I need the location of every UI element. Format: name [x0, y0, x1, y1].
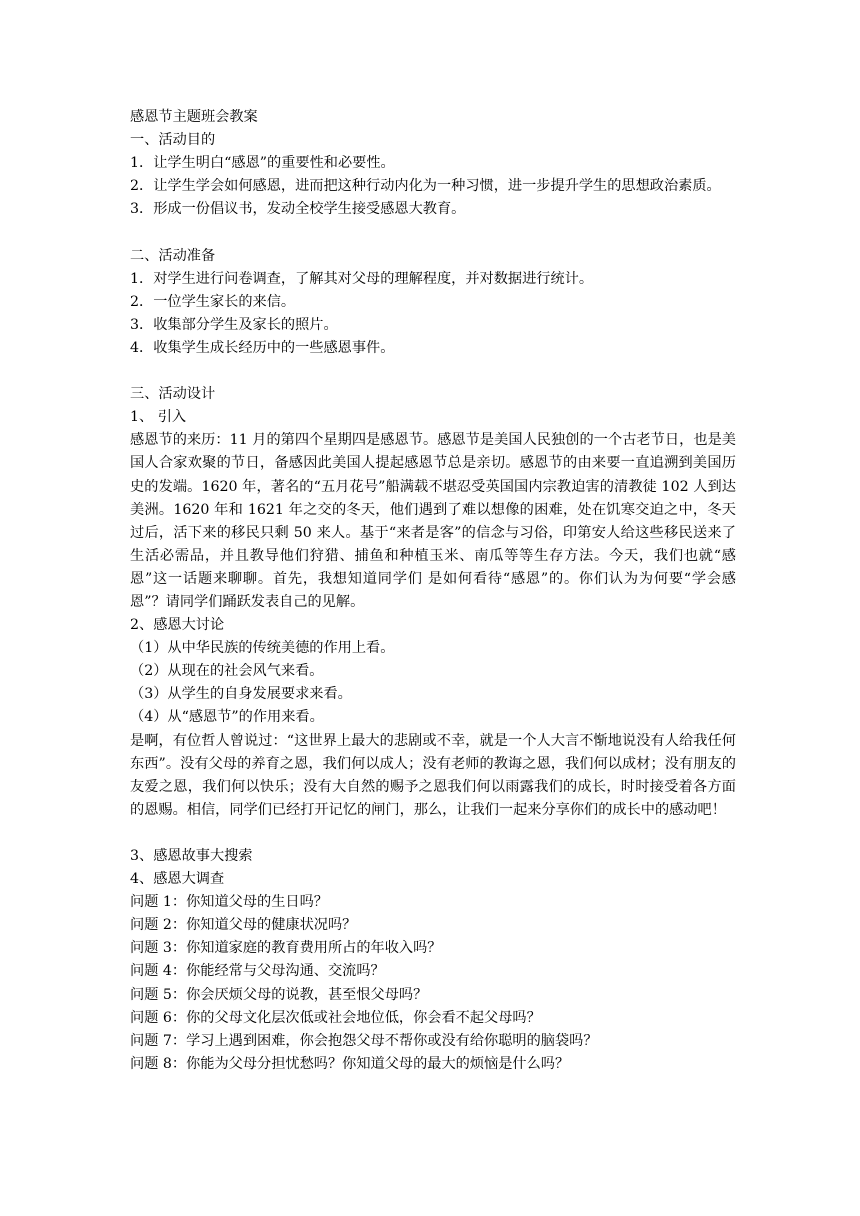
survey-question: 问题 3：你知道家庭的教育费用所占的年收入吗？ — [130, 940, 442, 957]
document-title: 感恩节主题班会教案 — [130, 109, 258, 125]
survey-question: 问题 4：你能经常与父母沟通、交流吗？ — [130, 963, 385, 980]
survey-question: 问题 7：学习上遇到困难，你会抱怨父母不帮你或没有给你聪明的脑袋吗？ — [130, 1032, 598, 1049]
story-heading: 3、感恩故事大搜索 — [130, 848, 253, 864]
survey-question: 问题 1：你知道父母的生日吗？ — [130, 894, 328, 911]
survey-heading: 4、感恩大调查 — [130, 871, 225, 888]
blank-line — [130, 360, 736, 383]
section-heading-design: 三、活动设计 — [130, 386, 216, 403]
purpose-item: 2．让学生学会如何感恩，进而把这种行动内化为一种习惯，进一步提升学生的思想政治素质。 — [130, 178, 721, 195]
discussion-item: （1）从中华民族的传统美德的作用上看。 — [130, 640, 395, 657]
discussion-paragraph: 是啊，有位哲人曾说过：“这世界上最大的悲剧或不幸，就是一个人大言不惭地说没有人给我任何东西”。没有父母的养育之恩，我们何以成人；没有老师的教诲之恩，我们何以成材；没有朋友的友爱之恩，我们何以快乐；没有大自然的赐予之恩我们何以雨露我们的成长，时时接受着各方面的恩赐。相信，同学们已经打开记忆的闸门，那么，让我们一起来分享你们的成长中的感动吧！ — [130, 732, 736, 818]
intro-paragraph: 感恩节的来历：11 月的第四个星期四是感恩节。感恩节是美国人民独创的一个古老节日，也是美国人合家欢聚的节日，备感因此美国人提起感恩节总是亲切。感恩节的由来要一直追溯到美国历史的发端。1620 年，著名的“五月花号”船满载不堪忍受英国国内宗教迫害的清教徒 102 人到达美洲。1620 年和 1621 年之交的冬天，他们遇到了难以想像的困难，处在饥寒交迫之中，冬天过后，活下来的移民只剩 50 来人。基于“来者是客”的信念与习俗，印第安人给这些移民送来了生活必需品，并且教导他们狩猎、捕鱼和种植玉米、南瓜等等生存方法。今天，我们也就“感恩”这一话题来聊聊。首先，我想知道同学们 是如何看待“感恩”的。你们认为为何要“学会感恩”？请同学们踊跃发表自己的见解。 — [130, 432, 736, 610]
discussion-heading: 2、感恩大讨论 — [130, 617, 225, 634]
preparation-item: 1．对学生进行问卷调查，了解其对父母的理解程度，并对数据进行统计。 — [130, 270, 594, 287]
survey-question: 问题 8：你能为父母分担忧愁吗？你知道父母的最大的烦恼是什么吗？ — [130, 1055, 570, 1072]
blank-line — [130, 221, 736, 244]
survey-question: 问题 5：你会厌烦父母的说教，甚至恨父母吗？ — [130, 986, 428, 1003]
preparation-item: 3．收集部分学生及家长的照片。 — [130, 316, 338, 333]
discussion-item: （3）从学生的自身发展要求来看。 — [130, 686, 352, 703]
purpose-item: 1．让学生明白“感恩”的重要性和必要性。 — [130, 155, 395, 172]
document-page — [130, 106, 736, 1076]
survey-question: 问题 2：你知道父母的健康状况吗？ — [130, 917, 357, 934]
discussion-item: （4）从“感恩节”的作用来看。 — [130, 709, 324, 726]
section-heading-preparation: 二、活动准备 — [130, 247, 216, 264]
blank-line — [130, 822, 736, 845]
preparation-item: 2．一位学生家长的来信。 — [130, 293, 296, 310]
discussion-item: （2）从现在的社会风气来看。 — [130, 663, 324, 680]
intro-heading: 1、 引入 — [130, 409, 187, 426]
preparation-item: 4．收集学生成长经历中的一些感恩事件。 — [130, 339, 395, 356]
survey-question: 问题 6：你的父母文化层次低或社会地位低，你会看不起父母吗？ — [130, 1009, 541, 1026]
section-heading-purpose: 一、活动目的 — [130, 132, 216, 149]
purpose-item: 3．形成一份倡议书，发动全校学生接受感恩大教育。 — [130, 201, 466, 218]
